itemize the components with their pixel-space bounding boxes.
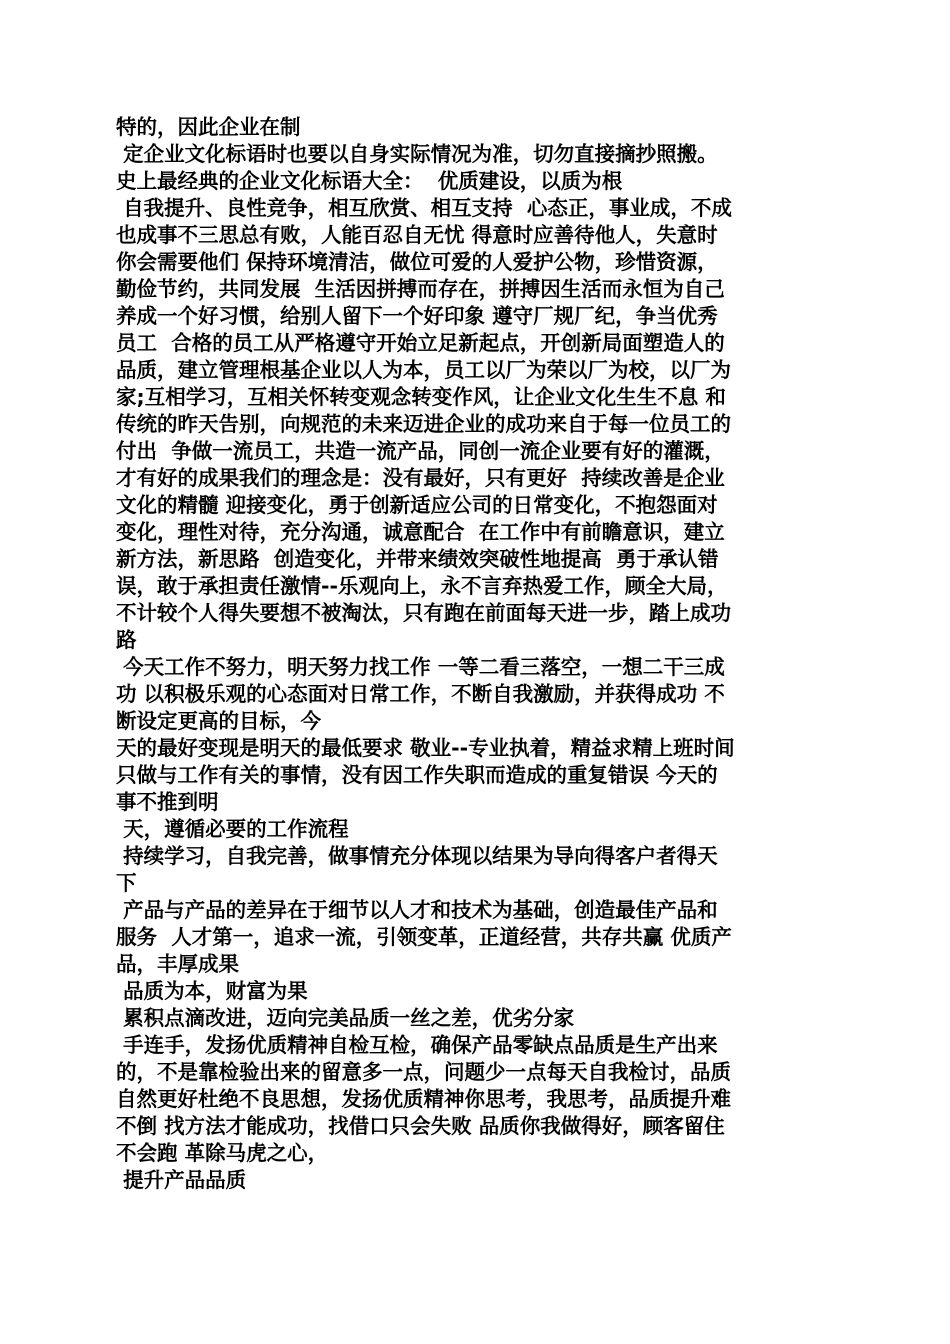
- text-line: 史上最经典的企业文化标语大全： 优质建设，以质为根: [116, 169, 623, 193]
- text-line: 误，敢于承担责任激情--乐观向上，永不言弃热爱工作，顾全大局，: [116, 574, 728, 598]
- text-line: 勤俭节约，共同发展 生活因拼搏而存在，拼搏因生活而永恒为自己: [116, 277, 725, 301]
- text-line: 产品与产品的差异在于细节以人才和技术为基础，创造最佳产品和: [116, 898, 718, 922]
- text-line: 不计较个人得失要想不被淘汰，只有跑在前面每天进一步，踏上成功: [116, 601, 731, 625]
- text-line: 天，遵循必要的工作流程: [116, 817, 349, 841]
- text-line: 不倒 找方法才能成功，找借口只会失败 品质你我做得好，顾客留住: [116, 1114, 725, 1138]
- text-line: 只做与工作有关的事情，没有因工作失职而造成的重复错误 今天的: [116, 763, 718, 787]
- text-line: 定企业文化标语时也要以自身实际情况为准，切勿直接摘抄照搬。: [116, 142, 718, 166]
- text-line: 断设定更高的目标，今: [116, 709, 321, 733]
- text-line: 不会跑 革除马虎之心，: [116, 1141, 329, 1165]
- text-line: 传统的昨天告别，向规范的未来迈进企业的成功来自于每一位员工的: [116, 412, 731, 436]
- text-line: 手连手，发扬优质精神自检互检，确保产品零缺点品质是生产出来: [116, 1033, 718, 1057]
- text-line: 才有好的成果我们的理念是：没有最好，只有更好 持续改善是企业: [116, 466, 725, 490]
- text-line: 持续学习，自我完善，做事情充分体现以结果为导向得客户者得天: [116, 844, 718, 868]
- text-line: 功 以积极乐观的心态面对日常工作，不断自我激励，并获得成功 不: [116, 682, 725, 706]
- text-line: 付出 争做一流员工，共造一流产品，同创一流企业要有好的灌溉，: [116, 439, 725, 463]
- text-line: 员工 合格的员工从严格遵守开始立足新起点，开创新局面塑造人的: [116, 331, 725, 355]
- text-line: 事不推到明: [116, 790, 219, 814]
- text-line: 提升产品品质: [116, 1168, 247, 1192]
- text-line: 特的，因此企业在制: [116, 115, 301, 139]
- text-line: 路: [116, 628, 137, 652]
- text-line: 变化，理性对待，充分沟通，诚意配合 在工作中有前瞻意识，建立: [116, 520, 725, 544]
- text-line: 家;互相学习，互相关怀转变观念转变作风，让企业文化生生不息 和: [116, 385, 726, 409]
- text-line: 文化的精髓 迎接变化，勇于创新适应公司的日常变化，不抱怨面对: [116, 493, 718, 517]
- text-line: 的，不是靠检验出来的留意多一点，问题少一点每天自我检讨，品质: [116, 1060, 731, 1084]
- text-line: 天的最好变现是明天的最低要求 敬业--专业执着，精益求精上班时间: [116, 736, 735, 760]
- text-line: 自然更好杜绝不良思想，发扬优质精神你思考，我思考，品质提升难: [116, 1087, 731, 1111]
- text-line: 下: [116, 871, 137, 895]
- text-line: 养成一个好习惯，给别人留下一个好印象 遵守厂规厂纪，争当优秀: [116, 304, 718, 328]
- text-line: 你会需要他们 保持环境清洁，做位可爱的人爱护公物，珍惜资源，: [116, 250, 718, 274]
- text-line: 品，丰厚成果: [116, 952, 239, 976]
- text-line: 累积点滴改进，迈向完美品质一丝之差，优劣分家: [116, 1006, 575, 1030]
- text-line: 新方法，新思路 创造变化，并带来绩效突破性地提高 勇于承认错: [116, 547, 719, 571]
- document-body-text: [116, 114, 838, 1194]
- text-line: 也成事不三思总有败，人能百忍自无忧 得意时应善待他人，失意时: [116, 223, 718, 247]
- text-line: 今天工作不努力，明天努力找工作 一等二看三落空，一想二干三成: [116, 655, 725, 679]
- text-line: 品质为本，财富为果: [116, 979, 308, 1003]
- text-line: 服务 人才第一，追求一流，引领变革，正道经营，共存共赢 优质产: [116, 925, 732, 949]
- text-line: 自我提升、良性竞争，相互欣赏、相互支持 心态正，事业成，不成: [116, 196, 732, 220]
- text-line: 品质，建立管理根基企业以人为本，员工以厂为荣以厂为校，以厂为: [116, 358, 731, 382]
